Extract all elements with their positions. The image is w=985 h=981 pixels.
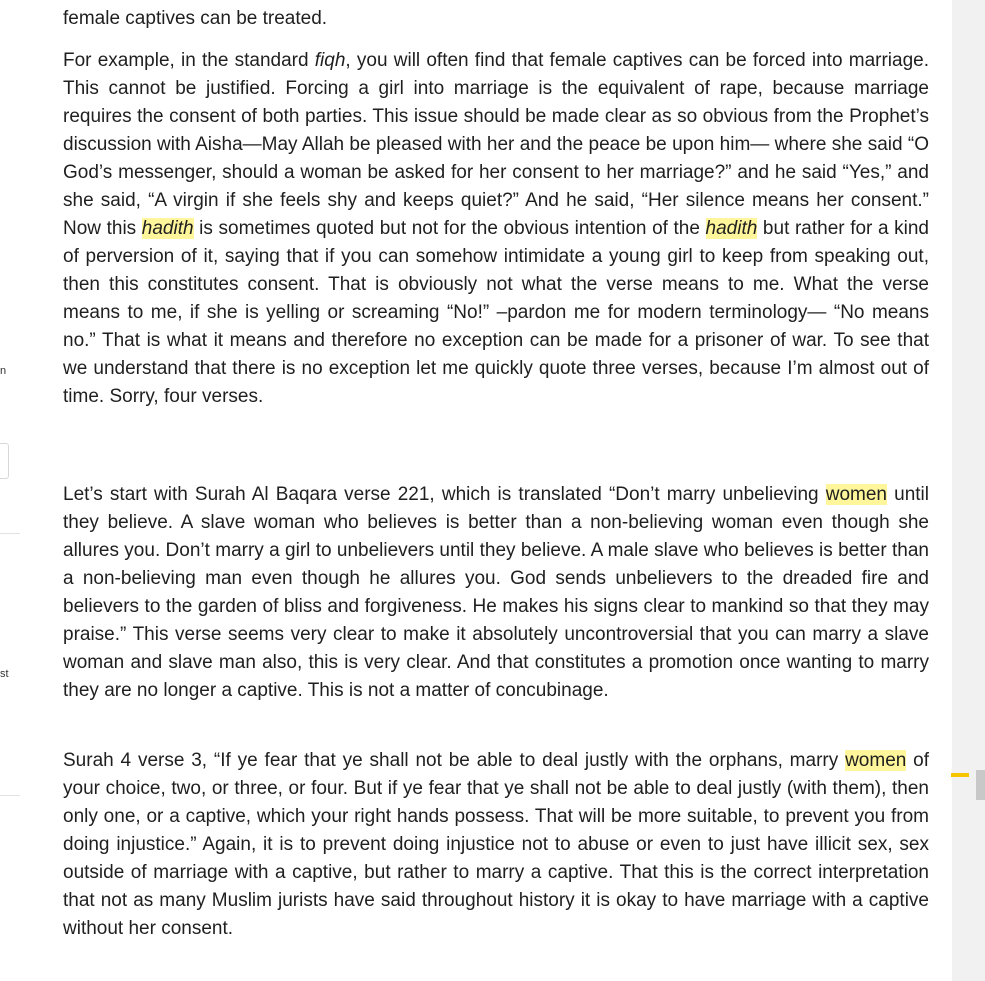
text-run: Surah 4 verse 3, “If ye fear that ye shall not be able to deal justly with the orphans, marry [63,750,846,771]
scrollbar-thumb[interactable] [976,770,985,800]
paragraph-surah-4-verse-3 [63,747,929,943]
nav-pane-divider [0,533,20,534]
nav-pane-search-box-edge[interactable] [0,443,9,479]
search-result-marker [951,773,969,777]
nav-pane-text-fragment: st [0,668,9,680]
paragraph-surah-baqara [63,481,929,705]
italic-term: hadith [141,218,194,239]
search-highlight: women [845,750,907,771]
search-highlight [706,218,758,239]
text-run: For example, in the standard [63,50,315,71]
text-run: is sometimes quoted but not for the obvious intention of the [193,218,706,239]
nav-pane-text-fragment: n [0,365,7,377]
text-run: until they believe. A slave woman who believes is better than a non-believing woman even though she allures you. Don’t marry a girl to unbelievers until they believe. A male slave who believes is better than a non-believing man even though he allures you. God sends unbelievers to the dreaded fire and believers to the garden of bliss and forgiveness. He makes his signs clear to mankind so that they may praise.” This verse seems very clear to make it absolutely uncontroversial that you can marry a slave woman and slave man also, this is very clear. And that constitutes a promotion once wanting to marry they are no longer a captive. This is not a matter of concubinage. [63,484,929,701]
paragraph-previous-tail: female captives can be treated. [63,8,328,29]
text-run: , you will often find that female captives can be forced into marriage. This cannot be justified. Forcing a girl into marriage is the equivalent of rape, because marriage requires the consent of both parties. This issue should be made clear as so obvious from the Prophet’s discussion with Aisha—May Allah be pleased with her and the peace be upon him— where she said “O God’s messenger, should a woman be asked for her consent to her marriage?” and he said “Yes,” and she said, “A virgin if she feels shy and keeps quiet?” And he said, “Her silence means her consent.” Now this [63,50,929,239]
search-highlight [142,218,194,239]
text-run: of your choice, two, or three, or four. But if ye fear that ye shall not be able to deal justly (with them), then only one, or a captive, which your right hands possess. That will be more suitable, to prevent you from doing injustice.” Again, it is to prevent doing injustice not to abuse or even to just have illicit sex, sex outside of marriage with a captive, but rather to marry a captive. That this is the correct interpretation that not as many Muslim jurists have said throughout history it is okay to have marriage with a captive without her consent. [63,750,930,939]
navigation-pane-edge [0,0,22,981]
search-highlight: women [825,484,887,505]
text-run: but rather for a kind of perversion of it, saying that if you can somehow intimidate a young girl to keep from speaking out, then this constitutes consent. That is obviously not what the verse means to me. What the verse means to me, if she is yelling or screaming “No!” –pardon me for modern terminology— “No means no.” That is what it means and therefore no exception can be made for a prisoner of war. To see that we understand that there is no exception let me quickly quote three verses, because I’m almost out of time. Sorry, four verses. [63,218,929,407]
text-run: Let’s start with Surah Al Baqara verse 221, which is translated “Don’t marry unbelieving [63,484,826,505]
nav-pane-divider [0,795,20,796]
vertical-scrollbar[interactable] [952,0,985,981]
italic-term: hadith [705,218,758,239]
italic-term: fiqh [314,50,346,71]
paragraph-fiqh-consent [63,47,929,411]
